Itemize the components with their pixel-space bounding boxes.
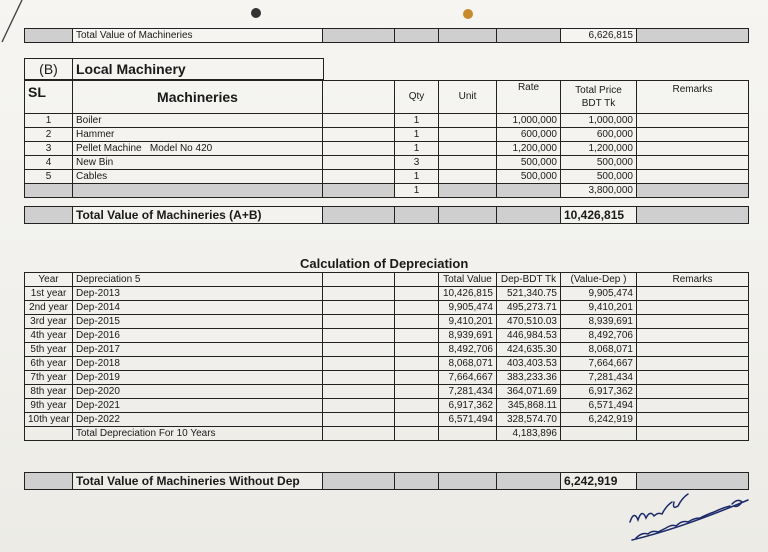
- table-row: 4 New Bin 3 500,000 500,000: [25, 156, 749, 170]
- final-total-value: 6,242,919: [561, 473, 637, 490]
- table-row: 7th year Dep-2019 7,664,667 383,233.36 7,281,434: [25, 371, 749, 385]
- header-total-price: Total Price BDT Tk: [561, 81, 637, 114]
- binder-hole-right: [463, 9, 473, 19]
- table-row: 5 Cables 1 500,000 500,000: [25, 170, 749, 184]
- local-total-row: 1 3,800,000: [25, 184, 749, 198]
- section-b-title: Local Machinery: [73, 59, 324, 80]
- top-total-table: [24, 28, 749, 43]
- grand-total-table: [24, 206, 749, 224]
- table-row: 9th year Dep-2021 6,917,362 345,868.11 6,571,494: [25, 399, 749, 413]
- table-row: 2 Hammer 1 600,000 600,000: [25, 128, 749, 142]
- header-qty: Qty: [395, 81, 439, 114]
- final-total-label: Total Value of Machineries Without Dep: [73, 473, 323, 490]
- handwritten-signature: [622, 488, 762, 546]
- table-row: 4th year Dep-2016 8,939,691 446,984.53 8,492,706: [25, 329, 749, 343]
- table-row: 8th year Dep-2020 7,281,434 364,071.69 6,917,362: [25, 385, 749, 399]
- table-row: 1 Boiler 1 1,000,000 1,000,000: [25, 114, 749, 128]
- top-total-value: 6,626,815: [561, 29, 637, 43]
- depreciation-table: [24, 272, 749, 441]
- section-b-code: (B): [25, 59, 73, 80]
- table-row: 5th year Dep-2017 8,492,706 424,635.30 8,068,071: [25, 343, 749, 357]
- depreciation-title: Calculation of Depreciation: [300, 256, 469, 271]
- table-row: 10th year Dep-2022 6,571,494 328,574.70 6,242,919: [25, 413, 749, 427]
- section-b-header: [24, 58, 324, 80]
- header-unit: Unit: [439, 81, 497, 114]
- table-row: 2nd year Dep-2014 9,905,474 495,273.71 9,410,201: [25, 301, 749, 315]
- header-remarks: Remarks: [637, 81, 749, 114]
- table-row: 3 Pellet Machine Model No 420 1 1,200,000 1,200,000: [25, 142, 749, 156]
- local-machinery-table: [24, 80, 749, 198]
- depreciation-rows: [25, 287, 749, 427]
- table-row: 3rd year Dep-2015 9,410,201 470,510.03 8,939,691: [25, 315, 749, 329]
- table-row: 1st year Dep-2013 10,426,815 521,340.75 9,905,474: [25, 287, 749, 301]
- header-rate: Rate: [497, 81, 561, 114]
- binder-hole-left: [251, 8, 261, 18]
- grand-total-label: Total Value of Machineries (A+B): [73, 207, 323, 224]
- table-row: 6th year Dep-2018 8,068,071 403,403.53 7,664,667: [25, 357, 749, 371]
- depreciation-total-row: Total Depreciation For 10 Years 4,183,896: [25, 427, 749, 441]
- header-machineries: Machineries: [73, 81, 323, 114]
- header-sl: SL: [25, 81, 73, 114]
- grand-total-value: 10,426,815: [561, 207, 637, 224]
- depreciation-header-row: Year Depreciation 5 Total Value Dep-BDT Tk (Value-Dep ) Remarks: [25, 273, 749, 287]
- top-total-label: Total Value of Machineries: [73, 29, 323, 43]
